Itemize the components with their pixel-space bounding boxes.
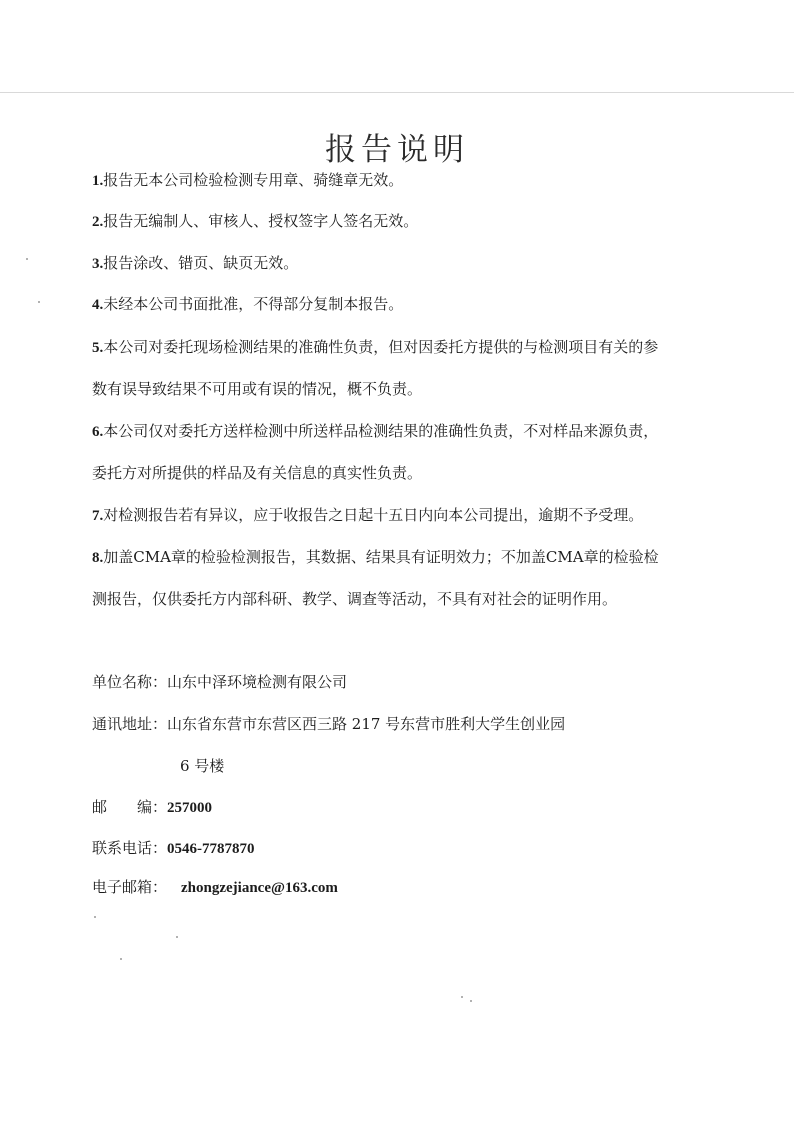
clause-number: 4.	[92, 297, 104, 313]
unit-name-value: 山东中泽环境检测有限公司	[167, 673, 348, 691]
clause-4	[92, 294, 712, 315]
scan-speck	[461, 996, 463, 998]
clause-number: 6.	[92, 424, 104, 440]
scan-artifact-line	[0, 92, 794, 93]
phone-label: 联系电话：	[92, 839, 168, 857]
clause-text-continued: 委托方对所提供的样品及有关信息的真实性负责。	[92, 464, 423, 482]
clause-number: 7.	[92, 508, 104, 524]
scan-speck	[470, 1000, 472, 1002]
phone-value: 0546-7787870	[167, 841, 255, 857]
scan-speck	[38, 301, 40, 303]
clause-text: 未经本公司书面批准，不得部分复制本报告。	[103, 295, 404, 313]
postcode-label: 邮 编：	[92, 798, 168, 816]
clause-text-continued: 测报告，仅供委托方内部科研、教学、调查等活动，不具有对社会的证明作用。	[92, 590, 618, 608]
clause-text: 对检测报告若有异议，应于收报告之日起十五日内向本公司提出，逾期不予受理。	[103, 506, 644, 524]
postcode-value: 257000	[167, 800, 213, 816]
email-value: zhongzejiance@163.com	[181, 880, 338, 896]
clause-text: 报告涂改、错页、缺页无效。	[103, 254, 299, 272]
clause-8	[92, 547, 712, 609]
scan-speck	[26, 258, 28, 260]
unit-name-row	[92, 672, 347, 692]
address-label: 通讯地址：	[92, 715, 168, 733]
scan-speck	[120, 958, 122, 960]
clause-3	[92, 253, 712, 274]
email-row	[92, 877, 338, 898]
clause-6	[92, 421, 712, 483]
email-label: 电子邮箱：	[92, 878, 168, 896]
postcode-row	[92, 797, 212, 818]
clause-number: 3.	[92, 256, 104, 272]
clause-text: 报告无编制人、审核人、授权签字人签名无效。	[103, 212, 419, 230]
clause-1	[92, 170, 712, 191]
address-value: 山东省东营市东营区西三路 217 号东营市胜利大学生创业园	[167, 715, 566, 733]
clause-text: 本公司仅对委托方送样检测中所送样品检测结果的准确性负责，不对样品来源负责，	[103, 422, 659, 440]
address-continued: 6 号楼	[180, 757, 225, 775]
address-row	[92, 714, 565, 734]
clause-number: 8.	[92, 550, 104, 566]
clause-number: 2.	[92, 214, 104, 230]
clause-number: 5.	[92, 340, 104, 356]
clause-2	[92, 211, 712, 232]
clause-5	[92, 337, 712, 399]
page-title: 报告说明	[325, 131, 469, 168]
clause-7	[92, 505, 712, 526]
scan-speck	[94, 916, 96, 918]
scan-speck	[176, 936, 178, 938]
clause-text: 本公司对委托现场检测结果的准确性负责，但对因委托方提供的与检测项目有关的参	[103, 338, 659, 356]
clause-text-continued: 数有误导致结果不可用或有误的情况，概不负责。	[92, 380, 423, 398]
clause-number: 1.	[92, 173, 104, 189]
clause-text: 加盖CMA章的检验检测报告，其数据、结果具有证明效力；不加盖CMA章的检验检	[103, 548, 659, 566]
clause-text: 报告无本公司检验检测专用章、骑缝章无效。	[103, 171, 404, 189]
unit-name-label: 单位名称：	[92, 673, 168, 691]
phone-row	[92, 838, 255, 859]
